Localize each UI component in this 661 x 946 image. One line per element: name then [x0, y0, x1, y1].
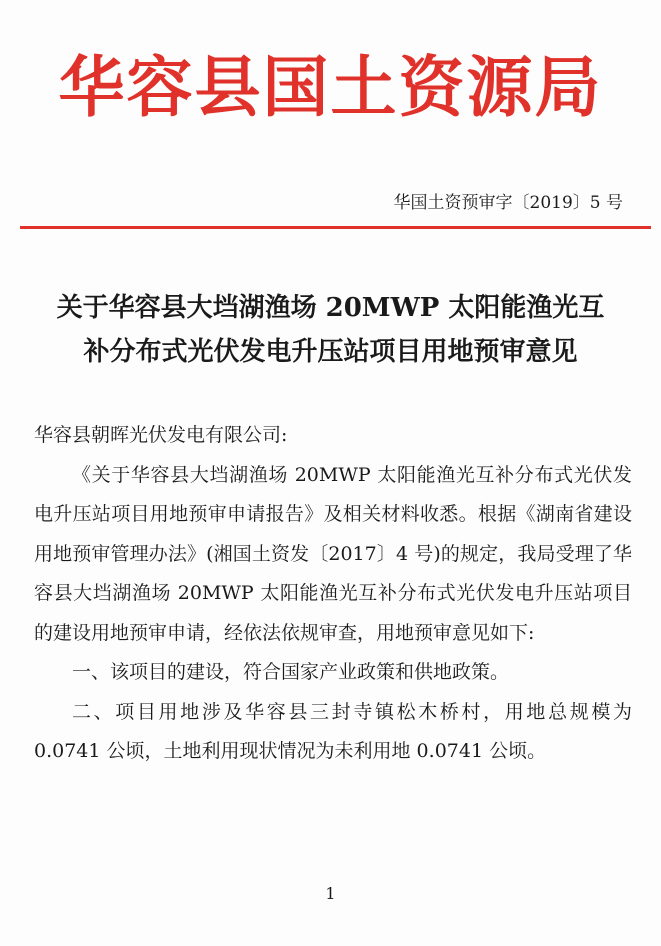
- salutation: 华容县朝晖光伏发电有限公司:: [34, 424, 288, 446]
- document-body: [34, 416, 632, 772]
- page-number: 1: [325, 884, 336, 903]
- document-number: 华国土资预审字〔2019〕5 号: [393, 193, 623, 213]
- body-paragraph-1: 《关于华容县大垱湖渔场 20MWP 太阳能渔光互补分布式光伏发电升压站项目用地预审申请报告》及相关材料收悉。根据《湖南省建设用地预审管理办法》(湘国土资发〔2017〕4 号)的规定，我局受理了华容县大垱湖渔场 20MWP 太阳能渔光互补分布式光伏发电升压站项目的建设用地预审申请，经依法依规审查，用地预审意见如下:: [34, 463, 632, 644]
- opinion-item-1: 一、该项目的建设，符合国家产业政策和供地政策。: [72, 661, 510, 683]
- letterhead-divider: [20, 226, 651, 229]
- opinion-item-2: 二、项目用地涉及华容县三封寺镇松木桥村，用地总规模为 0.0741 公顷，土地利用现状情况为未利用地 0.0741 公顷。: [34, 700, 632, 762]
- title-line-1: 关于华容县大垱湖渔场 20MWP 太阳能渔光互: [56, 293, 605, 323]
- letterhead-org-name: 华容县国土资源局: [58, 48, 603, 126]
- document-title: [20, 286, 641, 374]
- title-line-2: 补分布式光伏发电升压站项目用地预审意见: [83, 337, 578, 367]
